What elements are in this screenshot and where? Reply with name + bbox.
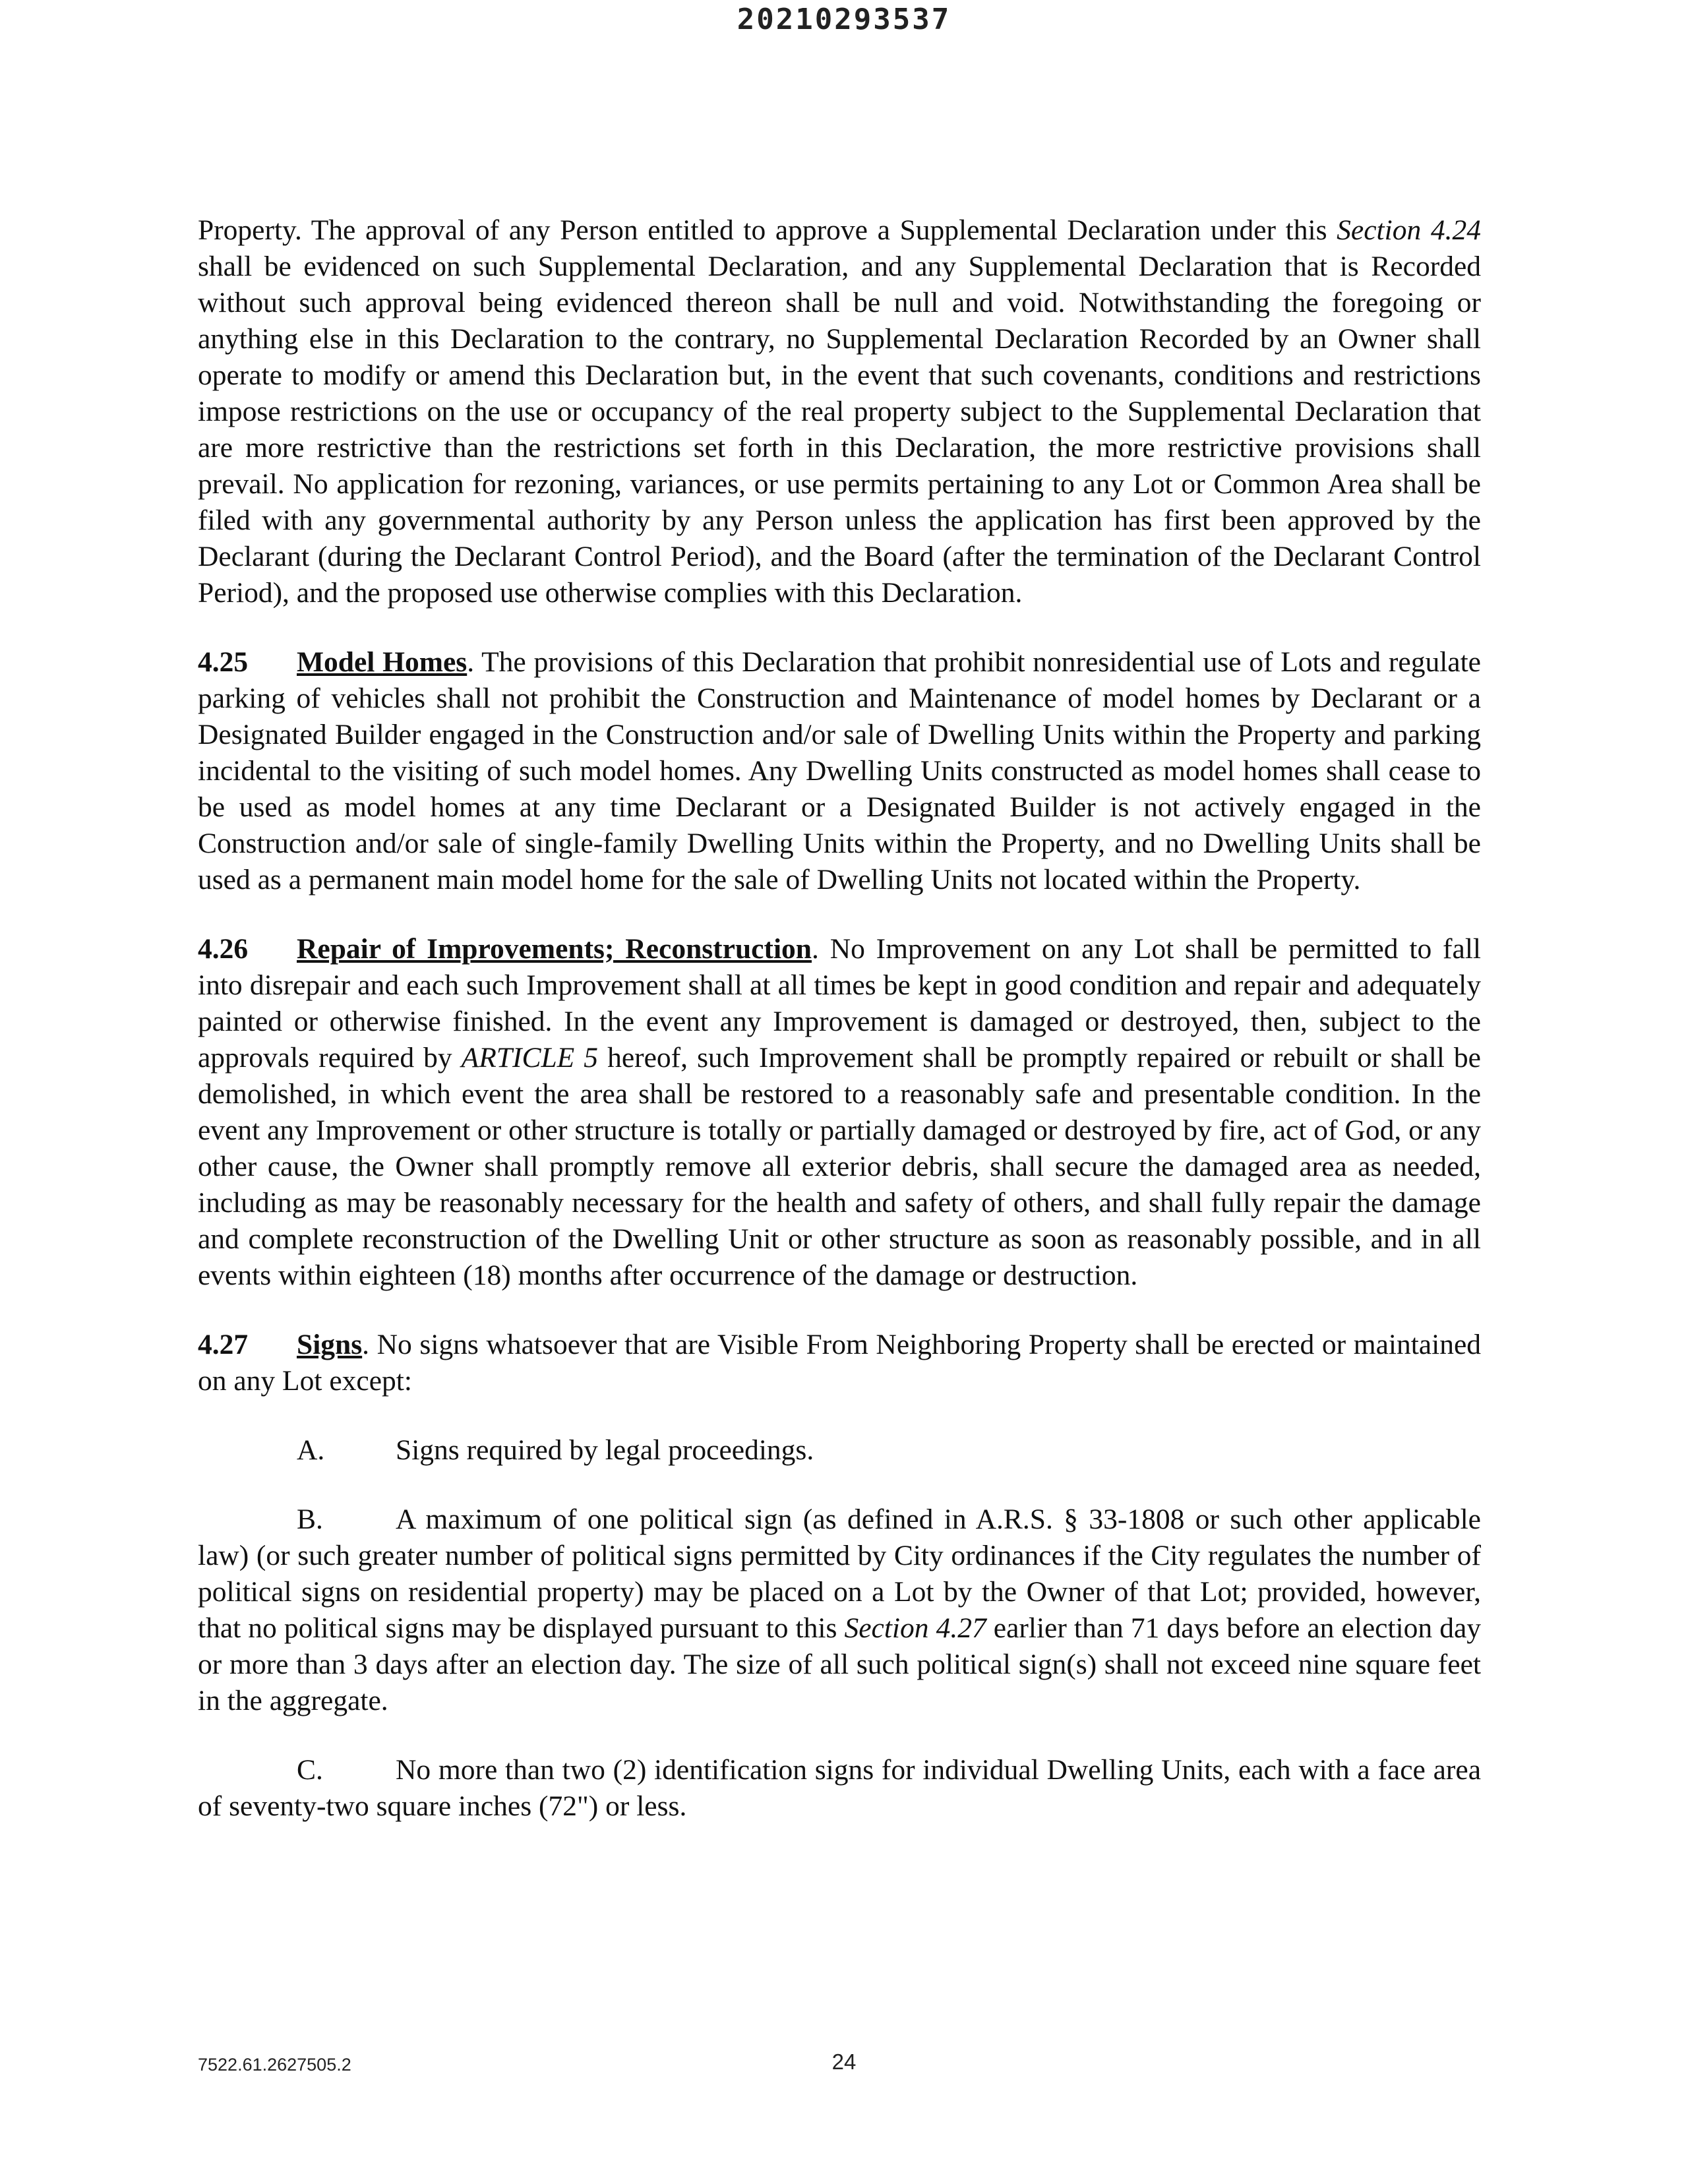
section-number: 4.26	[198, 933, 249, 965]
page-number: 24	[831, 2049, 857, 2074]
list-item-b: B. A maximum of one political sign (as defined in A.R.S. § 33-1808 or such other applicable law) (or such greater number of political signs permitted by City ordinances if the City regulates the number of political signs on residential property) may be placed on a Lot by the Owner of that Lot; provided, however, that no political signs may be displayed pursuant to this Section 4.27 earlier than 71 days before an election day or more than 3 days after an election day. The size of all such political sign(s) shall not exceed nine square feet in the aggregate.	[198, 1502, 1481, 1719]
intro-paragraph: Property. The approval of any Person entitled to approve a Supplemental Declaration under this Section 4.24 shall be evidenced on such Supplemental Declaration, and any Supplemental Declaration that is Recorded without such approval being evidenced thereon shall be null and void. Notwithstanding the foregoing or anything else in this Declaration to the contrary, no Supplemental Declaration Recorded by an Owner shall operate to modify or amend this Declaration but, in the event that such covenants, conditions and restrictions impose restrictions on the use or occupancy of the real property subject to the Supplemental Declaration that are more restrictive than the restrictions set forth in this Declaration, the more restrictive provisions shall prevail. No application for rezoning, variances, or use permits pertaining to any Lot or Common Area shall be filed with any governmental authority by any Person unless the application has first been approved by the Declarant (during the Declarant Control Period), and the Board (after the termination of the Declarant Control Period), and the proposed use otherwise complies with this Declaration.	[198, 214, 1481, 609]
section-number: 4.27	[198, 1329, 249, 1360]
section-number: 4.25	[198, 646, 249, 678]
list-letter: C.	[297, 1754, 323, 1786]
article-reference: ARTICLE 5	[461, 1042, 599, 1074]
section-title: Repair of Improvements; Reconstruction	[297, 933, 812, 965]
footer-document-id: 7522.61.2627505.2	[198, 2055, 351, 2075]
section-title: Model Homes	[297, 646, 467, 678]
section-4-25: 4.25 Model Homes. The provisions of this Declaration that prohibit nonresidential use of Lots and regulate parking of vehicles shall not prohibit the Construction and Maintenance of model homes by Declarant or a Designated Builder engaged in the Construction and/or sale of Dwelling Units within the Property and parking incidental to the visiting of such model homes. Any Dwelling Units constructed as model homes shall cease to be used as model homes at any time Declarant or a Designated Builder is not actively engaged in the Construction and/or sale of single-family Dwelling Units within the Property, and no Dwelling Units shall be used as a permanent main model home for the sale of Dwelling Units not located within the Property.	[198, 644, 1481, 898]
document-body	[198, 212, 1481, 1858]
list-item-a: A. Signs required by legal proceedings.	[198, 1432, 1481, 1469]
section-reference: Section 4.24	[1337, 214, 1481, 246]
list-letter: A.	[297, 1434, 325, 1466]
section-4-27: 4.27 Signs. No signs whatsoever that are Visible From Neighboring Property shall be erected or maintained on any Lot except:	[198, 1327, 1481, 1399]
section-title: Signs	[297, 1329, 363, 1360]
section-reference: Section 4.27	[844, 1612, 986, 1644]
list-item-c: C. No more than two (2) identification signs for individual Dwelling Units, each with a face area of seventy-two square inches (72") or less.	[198, 1752, 1481, 1825]
section-4-26: 4.26 Repair of Improvements; Reconstruction. No Improvement on any Lot shall be permitted to fall into disrepair and each such Improvement shall at all times be kept in good condition and repair and adequately painted or otherwise finished. In the event any Improvement is damaged or destroyed, then, subject to the approvals required by ARTICLE 5 hereof, such Improvement shall be promptly repaired or rebuilt or shall be demolished, in which event the area shall be restored to a reasonably safe and presentable condition. In the event any Improvement or other structure is totally or partially damaged or destroyed by fire, act of God, or any other cause, the Owner shall promptly remove all exterior debris, shall secure the damaged area as needed, including as may be reasonably necessary for the health and safety of others, and shall fully repair the damage and complete reconstruction of the Dwelling Unit or other structure as soon as reasonably possible, and in all events within eighteen (18) months after occurrence of the damage or destruction.	[198, 931, 1481, 1294]
list-letter: B.	[297, 1503, 323, 1535]
recording-number: 20210293537	[737, 3, 951, 36]
